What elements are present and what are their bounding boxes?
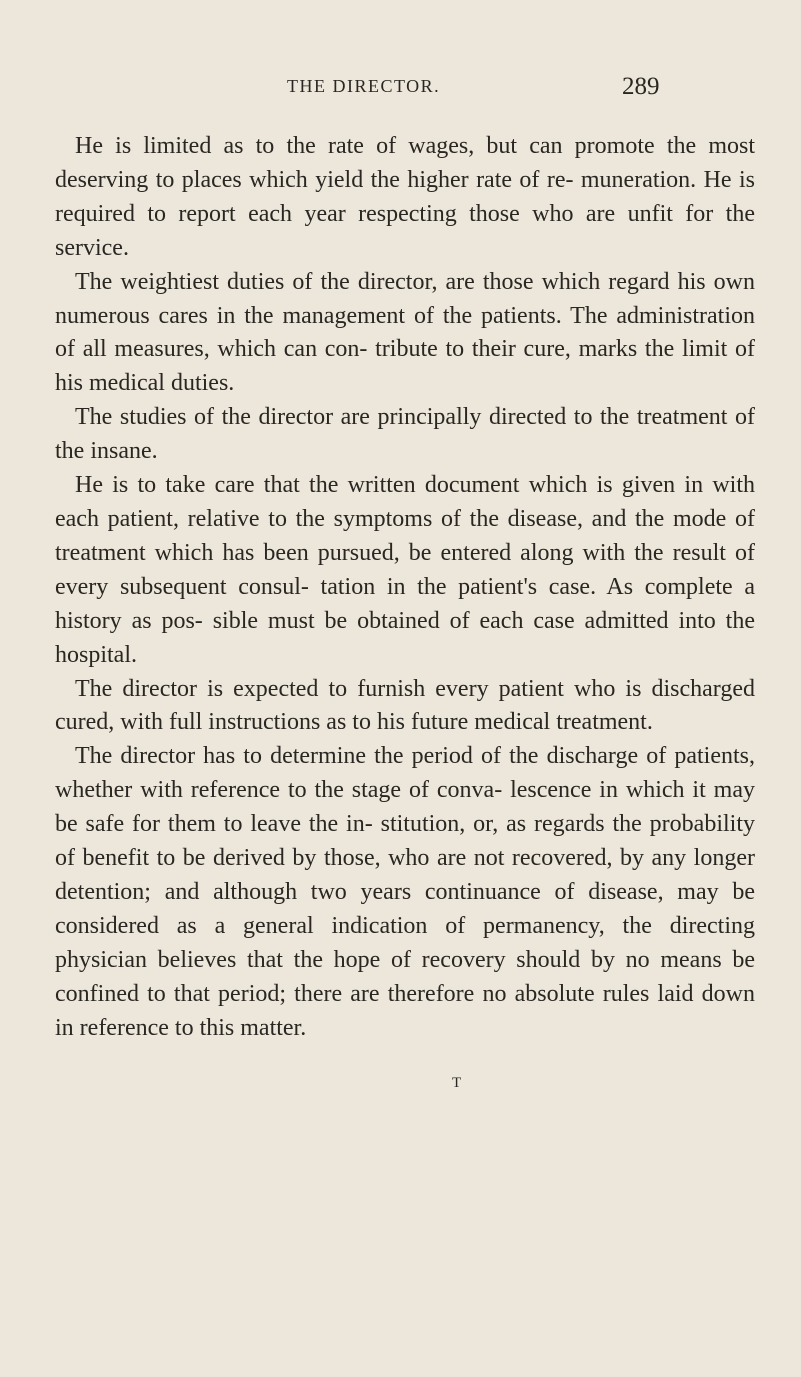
running-head: THE DIRECTOR.	[287, 76, 441, 96]
paragraph-discharged-cured: The director is expected to furnish every patient who is discharged cured, with full instructions as to his future medical treatment.	[55, 675, 755, 736]
paragraph-period-of-discharge: The director has to determine the period of the discharge of patients, whether with reference to the stage of conva- lescence in which it may be safe for them to leave the in- stitution, or, as regards the probability of benefit to be derived by those, who are not recovered, by any longer detention; and although two years continuance of disease, may be considered as a general indication of permanency, the directing physician believes that the hope of recovery should by no means be confined to that period; there are therefore no absolute rules laid down in reference to this matter.	[55, 743, 755, 1041]
page-header	[0, 73, 801, 106]
page-number: 289	[622, 73, 660, 100]
paragraph-studies: The studies of the director are principally directed to the treatment of the insane.	[55, 404, 755, 465]
body-text	[55, 130, 755, 1045]
signature-mark: T	[452, 1075, 462, 1091]
paragraph-written-document: He is to take care that the written document which is given in with each patient, relative to the symptoms of the disease, and the mode of treatment which has been pursued, be entered along with the result of every subsequent consul- tation in the patient's case. As complete a history as pos- sible must be obtained of each case admitted into the hospital.	[55, 472, 755, 668]
paragraph-wages: He is limited as to the rate of wages, but can promote the most deserving to places which yield the higher rate of re- muneration. He is required to report each year respecting those who are unfit for the service.	[55, 133, 755, 261]
paragraph-weightiest-duties: The weightiest duties of the director, are those which regard his own numerous cares in the management of the patients. The administration of all measures, which can con- tribute to their cure, marks the limit of his medical duties.	[55, 268, 755, 397]
